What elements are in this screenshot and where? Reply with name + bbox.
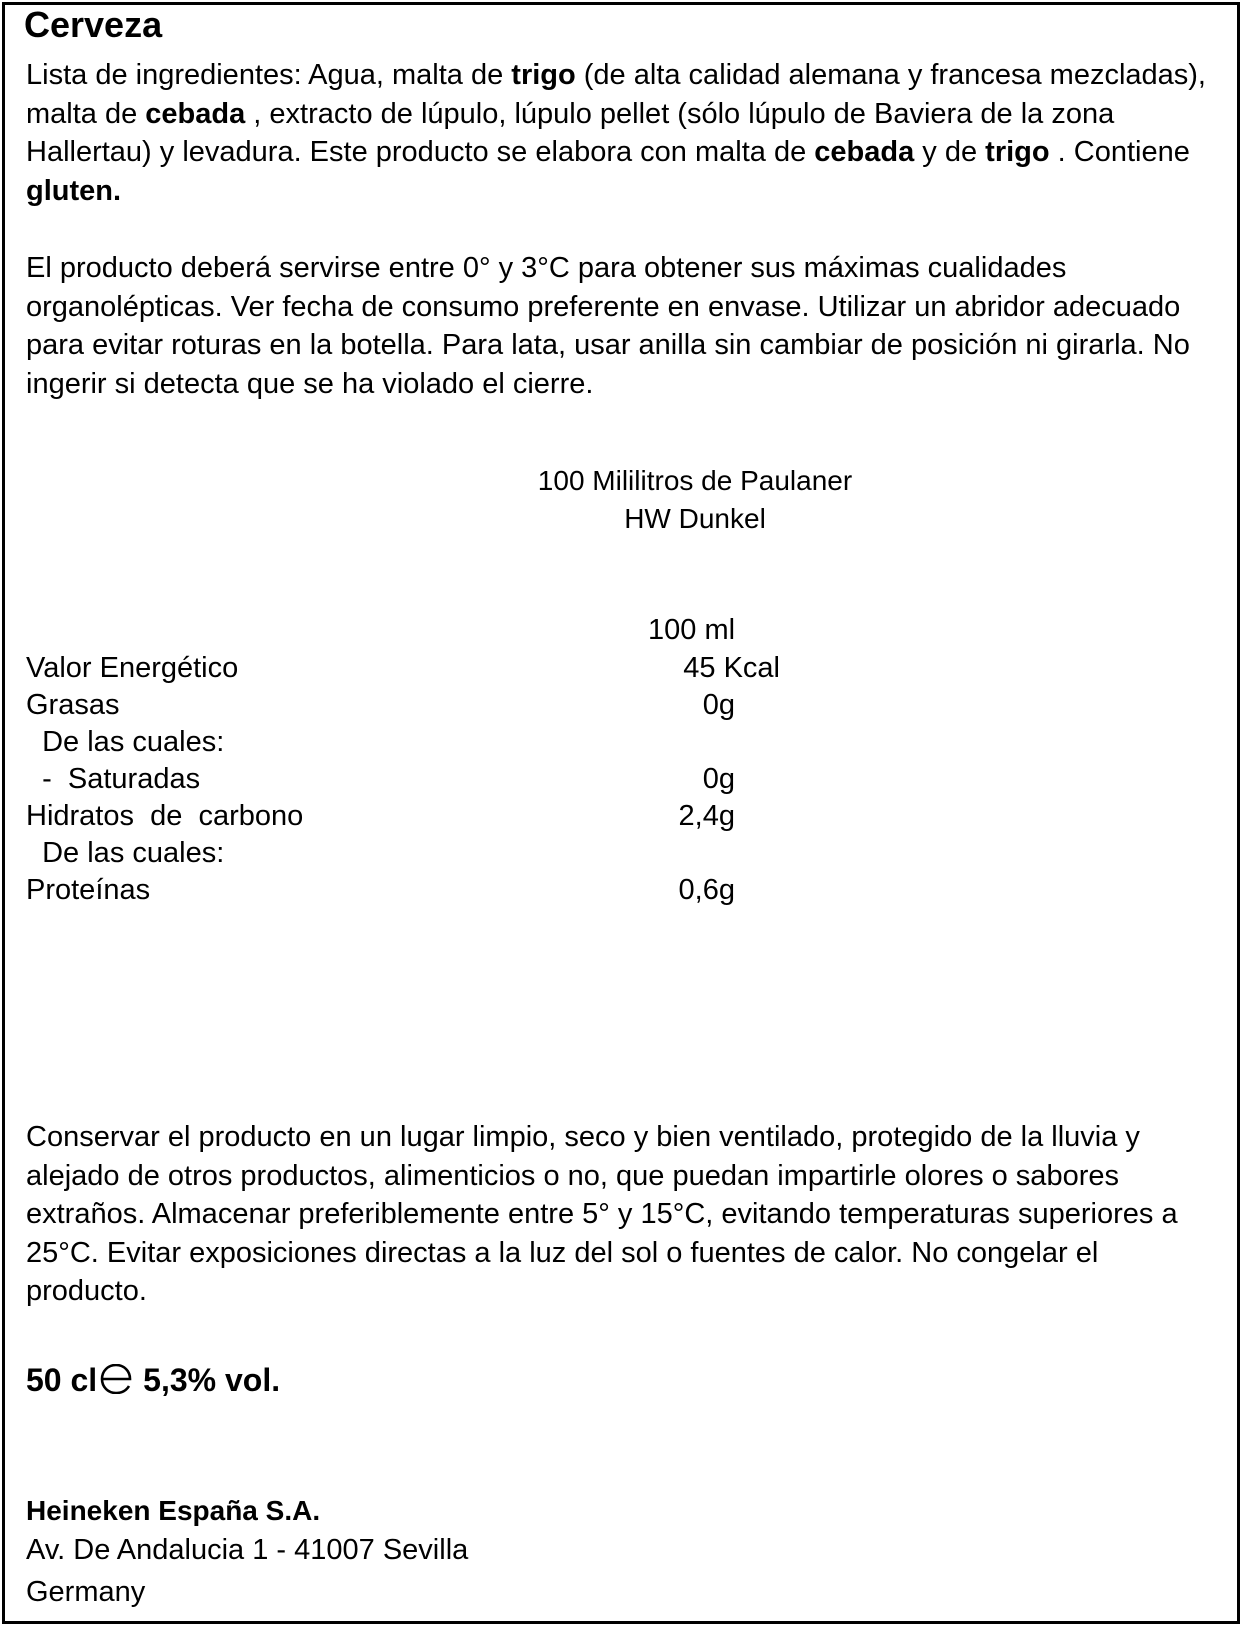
nutrition-column-header: 100 ml — [648, 614, 736, 646]
nutrition-row-label: De las cuales: — [26, 837, 225, 869]
nutrition-header-line2: HW Dunkel — [624, 503, 766, 534]
allergen-gluten: gluten. — [26, 174, 122, 207]
ingredients-text: , extracto de lúpulo, lúpulo pellet (sólo lúpulo de Baviera de la zona Hallertau) y levadura. Este producto se elabora con malta de — [26, 97, 1115, 168]
nutrition-header-line1: 100 Mililitros de Paulaner — [537, 465, 853, 496]
company-country: Germany — [26, 1576, 146, 1608]
ingredients-paragraph — [26, 56, 1221, 210]
volume-abv-line — [26, 1362, 280, 1402]
nutrition-row-value: 0g — [702, 689, 735, 721]
allergen-wheat: trigo — [985, 136, 1050, 168]
nutrition-row-label: Grasas — [26, 689, 120, 721]
allergen-wheat: trigo — [511, 59, 576, 91]
serving-instructions: El producto deberá servirse entre 0° y 3°C para obtener sus máximas cualidades organolépticas. Ver fecha de consumo preferente en envase. Utilizar un abridor adecuado para evitar roturas en la botella. Para lata, usar anilla sin cambiar de posición ni girarla. No ingerir si detecta que se ha violado el cierre. — [26, 252, 1190, 400]
nutrition-row-label: De las cuales: — [26, 726, 225, 758]
estimated-sign-icon — [99, 1364, 133, 1402]
company-name: Heineken España S.A. — [26, 1495, 321, 1526]
ingredients-text: y de — [914, 136, 986, 168]
nutrition-row-label: Hidratos de carbono — [26, 800, 304, 832]
ingredients-text: Lista de ingredientes: Agua, malta de — [26, 59, 512, 91]
allergen-barley: cebada — [145, 97, 246, 130]
storage-instructions: Conservar el producto en un lugar limpio, seco y bien ventilado, protegido de la lluvia y alejado de otros productos, alimenticios o no, que puedan impartirle olores o sabores extraños. Almacenar preferiblemente entre 5° y 15°C, evitando temperaturas superiores a 25°C. Evitar exposiciones directas a la luz del sol o fuentes de calor. No congelar el producto. — [26, 1121, 1178, 1307]
nutrition-row-label: - Saturadas — [26, 763, 201, 795]
nutrition-row-value: 0g — [702, 763, 735, 795]
allergen-barley: cebada — [814, 136, 915, 168]
volume: 50 cl — [26, 1362, 98, 1398]
alcohol-by-volume: 5,3% vol. — [143, 1362, 281, 1398]
nutrition-row-label: Proteínas — [26, 874, 151, 906]
nutrition-row-value: 2,4g — [678, 800, 735, 832]
nutrition-row-value: 0,6g — [678, 874, 735, 906]
ingredients-text: . Contiene — [1049, 136, 1190, 168]
product-title: Cerveza — [24, 4, 163, 45]
nutrition-row-value: 45 Kcal — [683, 652, 780, 684]
company-address: Av. De Andalucia 1 - 41007 Sevilla — [26, 1534, 469, 1566]
nutrition-row-label: Valor Energético — [26, 652, 239, 684]
ingredients-text: (de alta calidad alemana y francesa mezcladas), malta de — [26, 59, 1206, 130]
